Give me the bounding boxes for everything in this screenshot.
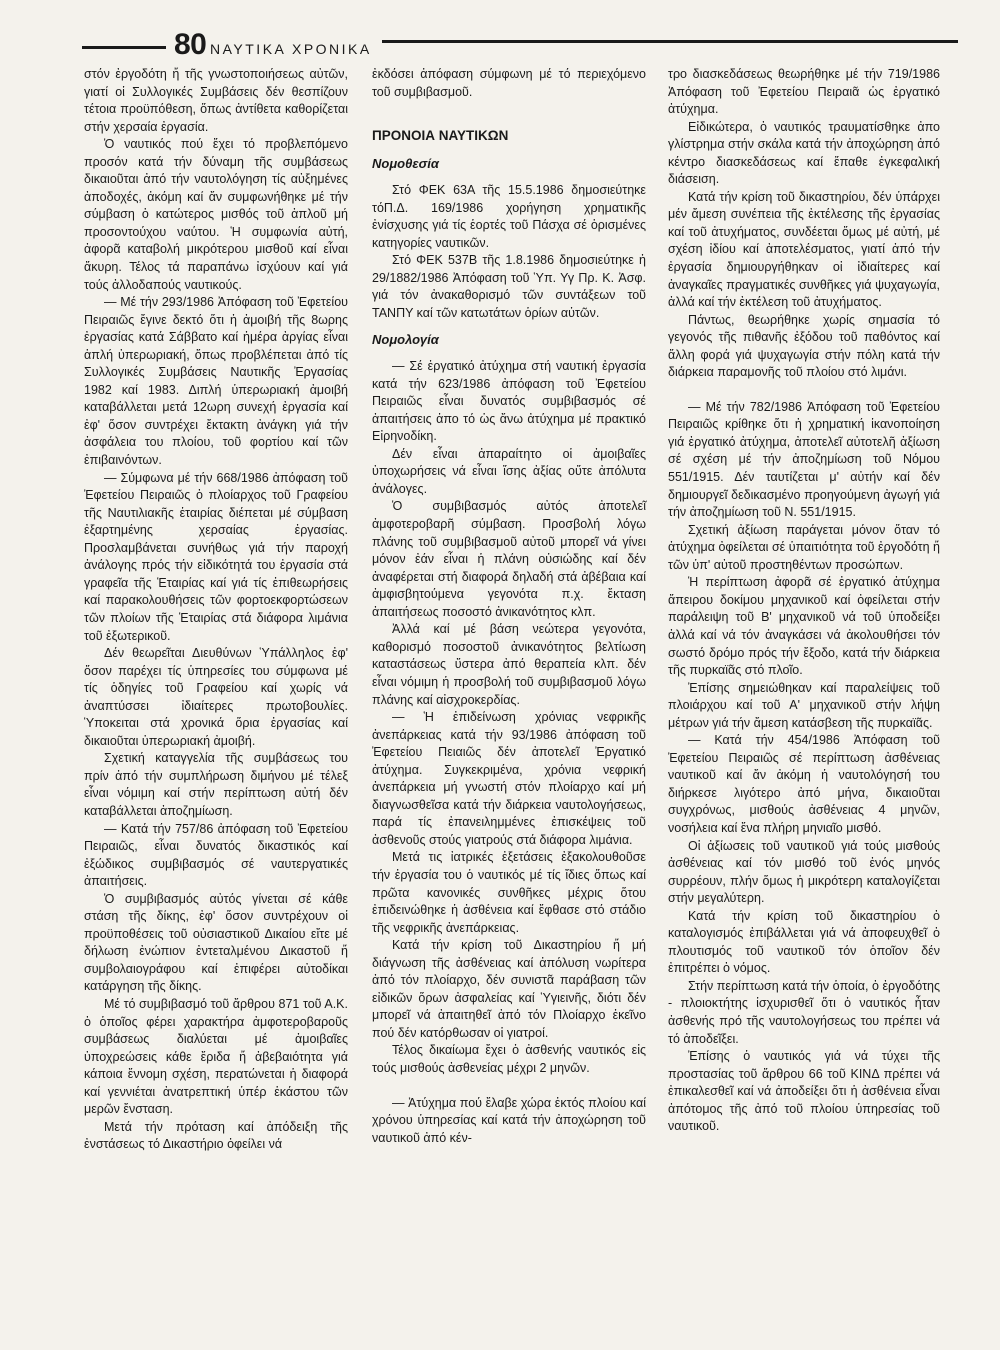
paragraph: Μέ τό συμβιβασμό τοῦ ἄρθρου 871 τοῦ Α.Κ. ὁ ὁποῖος φέρει χαρακτήρα ἀμφοτεροβαροῦς συμβάσεως διαλύεται μέ ἀμοιβαῖες ὑποχρεώσεις κάθε ἔριδα ἤ ἀβεβαιότητα γιά κάποια ἔννομη σχέση, περατώνεται ἡ διαφορά καί γεννιέται ἀνατρεπτική ὑπέρ ἑκάστου τῶν μερῶν ἔνσταση.	[84, 996, 348, 1117]
paragraph: ἐκδόσει ἀπόφαση σύμφωνη μέ τό περιεχόμενο τοῦ συμβιβασμοῦ.	[372, 67, 646, 99]
paragraph: Στήν περίπτωση κατά τήν ὁποία, ὁ ἐργοδότης - πλοιοκτήτης ἰσχυρισθεῖ ὅτι ὁ ναυτικός ἦταν ἀσθενής πρό τῆς ναυτολογήσεως του πρέπει νά τό ἀποδεῖξει.	[668, 978, 940, 1046]
header-rule-right	[382, 40, 958, 43]
paragraph: Κατά τήν κρίση τοῦ δικαστηρίου, δέν ὑπάρχει μέν ἄμεση συνέπεια τῆς ἐκτέλεσης τῆς ἐργασίας καί τοῦ ἀτυχήματος, συνδέεται ὅμως μέ αὐτή, μέ σχέση ἰδίου καί ἀποτελέσματος, γιατί ἀπό τήν ἐργασία δημιουργήθηκαν οἱ ἰδιαίτερες καί ἀναγκαῖες πραγματικές συνθῆκες γιά ψυχαγωγία, ἀλλά καί τήν ἐκτέλεση τοῦ ἀτυχήματος.	[668, 189, 940, 310]
paragraph: — Μέ τήν 293/1986 Ἀπόφαση τοῦ Ἐφετείου Πειραιῶς ἔγινε δεκτό ὅτι ἡ ἀμοιβή τῆς 8ωρης ἐργασίας κατά Σάββατο καί ἡμέρα ἀργίας εἶναι ἁπλή ὑπερωριακή, ὅπως προβλέπεται ἀπό τίς Συλλογικές Συμβάσεις Ναυτικῆς Ἐργασίας 1982 καί 1983. Διπλή ὑπερωριακή ἀμοιβή καταβάλλεται μετά 12ωρη συνεχή ἐργασία καί ἐφ' ὅσον συντρέχει ἔκτακτη ἀνάγκη γιά τήν ἀσφάλεια του πλοίου, τοῦ φορτίου καί τῶν ἐπιβαινόντων.	[84, 295, 348, 468]
section-title: ΠΡΟΝΟΙΑ ΝΑΥΤΙΚΩΝ	[372, 128, 509, 144]
page-header	[82, 30, 958, 70]
paragraph: — Κατά τήν 454/1986 Ἀπόφαση τοῦ Ἐφετείου Πειραιῶς σέ περίπτωση ἀσθένειας ναυτικοῦ καί ἄν ἀκόμη ἡ ναυτολόγησή του διήρκεσε λιγότερο ἀπό μήνα, δικαιοῦται συγχρόνως, μισθούς ἀσθένειας 4 μηνῶν, νοσήλεια καί ἕνα πλήρη μηνιαῖο μισθό.	[668, 733, 940, 835]
paragraph: Μετά τήν πρόταση καί ἀπόδειξη τῆς ἐνστάσεως τό Δικαστήριο ὀφείλει νά	[84, 1119, 348, 1152]
paragraph: Ὁ συμβιβασμός αὐτός γίνεται σέ κάθε στάση τῆς δίκης, ἐφ' ὅσον συντρέχουν οἱ προϋποθέσεις τοῦ οὐσιαστικοῦ Δικαίου εἴτε μέ δήλωση ἐνώπιον ἐντεταλμένου Δικαστοῦ ἤ συμβολαιογράφου καί ἐπιφέρει αὐτοδίκαι κατάργηση τῆς δίκης.	[84, 891, 348, 994]
paragraph: τρο διασκεδάσεως θεωρήθηκε μέ τήν 719/1986 Ἀπόφαση τοῦ Ἐφετείου Πειραιᾶ ὡς ἐργατικό ἀτύχημα.	[668, 67, 940, 117]
paragraph: Κατά τήν κρίση τοῦ Δικαστηρίου ἤ μή διάγνωση τῆς ἀσθένειας καί ἀπόλυση νωρίτερα ἀπό τόν πλοίαρχο, δέν συνιστᾶ παράβαση τῶν εἰδικῶν ὅρων ἀσφαλείας καί Ὑγιεινῆς, διότι δέν μπορεῖ νά ἀπαιτηθεῖ ἀπό τόν Πλοίαρχο ἐκεῖνο πού δέν κατόρθωσαν οἱ γιατροί.	[372, 938, 646, 1040]
paragraph: Τέλος δικαίωμα ἔχει ὁ ἀσθενής ναυτικός εἰς τούς μισθούς ἀσθενείας μέχρι 2 μηνῶν.	[372, 1043, 646, 1075]
paragraph: Στό ΦΕΚ 63Α τῆς 15.5.1986 δημοσιεύτηκε τόΠ.Δ. 169/1986 χορήγηση χρηματικῆς ἐνίσχυσης γιά τίς ἑορτές τοῦ Πάσχα σέ ὁρισμένες κατηγορίες ναυτικῶν.	[372, 183, 646, 250]
paragraph: Ἀλλά καί μέ βάση νεώτερα γεγονότα, καθορισμό ποσοστοῦ ἀνικανότητος βελτίωση καταστάσεως ὕστερα ἀπό θεραπεία κλπ. δέν εἶναι νόμιμη ἡ προσβολή τοῦ συμβιβασμοῦ λόγω πλάνης καί αἰσχροκερδίας.	[372, 622, 646, 707]
paragraph: Δέν θεωρεῖται Διευθύνων Ὑπάλληλος ἐφ' ὅσον παρέχει τίς ὑπηρεσίες του σύμφωνα μέ τίς ὁδηγίες τοῦ Γραφείου καί χωρίς νά ἀναπτύσσει ἰδιαίτερες πρωτοβουλίες. Ὑποκειται στά χρονικά ὅρια ἐργασίας καί δικαιοῦται ὑπερωριακή ἀμοιβή.	[84, 646, 348, 748]
paragraph: Ἡ περίπτωση ἀφορᾶ σέ ἐργατικό ἀτύχημα ἄπειρου δοκίμου μηχανικοῦ καί ὀφείλεται στήν παράλειψη τοῦ Β' μηχανικοῦ νά τοῦ ὑποδείξει ἀλλά καί νά τόν ἀναγκάσει νά ἀκολουθήσει τόν σωστό δρόμο πρός τήν ἔξοδο, κατά τήν διάρκεια τῆς πυρκαϊᾶς στό πλοῖο.	[668, 575, 940, 678]
magazine-title: ΝΑΥΤΙΚΑ ΧΡΟΝΙΚΑ	[210, 41, 372, 57]
paragraph: στόν ἐργοδότη ἤ τῆς γνωστοποιήσεως αὐτῶν, γιατί οἱ Συλλογικές Συμβάσεις δέν θεσπίζουν τέτοια προϋπόθεση, ὅπως ἀντίθετα καθορίζεται στήν χερσαία ἐργασία.	[84, 67, 348, 134]
paragraph: — Σέ ἐργατικό ἀτύχημα στή ναυτική ἐργασία κατά τήν 623/1986 ἀπόφαση τοῦ Ἐφετείου Πειραιῶς εἶναι δυνατός συμβιβασμός σέ ἀπαιτήσεις ἀπο τό ὡς ἄνω ἀτύχημα μέ πρακτικό Εἰρηνοδίκη.	[372, 359, 646, 444]
paragraph: Μετά τις ἰατρικές ἐξετάσεις ἐξακολουθοῦσε τήν ἐργασία του ὁ ναυτικός μέ τίς ἴδιες ὅπως καί πρῶτα κανονικές συνθῆκες μέχρις ὅτου ἐπιδεινώθηκε ἡ ἀσθένεια καί ἔφθασε στό στάδιο τῆς νεφρικῆς ἀνεπάρκειας.	[372, 850, 646, 935]
paragraph: Κατά τήν κρίση τοῦ δικαστηρίου ὁ καταλογισμός ἐπιβάλλεται γιά νά ἀποφευχθεῖ ὁ πλουτισμός τοῦ ναυτικοῦ τόν ὁποῖον δέν ἐπιτρέπει ὁ νόμος.	[668, 908, 940, 976]
subsection-title-nomothesia: Νομοθεσία	[372, 155, 439, 171]
paragraph: — Ἡ ἐπιδείνωση χρόνιας νεφρικῆς ἀνεπάρκειας κατά τήν 93/1986 ἀπόφαση τοῦ Ἐφετείου Πειαιῶς δέν ἀποτελεῖ Ἐργατικό ἀτύχημα. Συγκεκριμένα, χρόνια νεφρική ἀνεπάρκεια μή γνωστή στόν πλοίαρχο καί μή διαγνωσθεῖσα κατά τήν διάρκεια ναυτολογήσεως, παρά τίς ἐπανειλημμένες ἐπισκέψεις τοῦ ἀσθενοῦς στούς γιατρούς στά διάφορα λιμάνια.	[372, 710, 646, 847]
paragraph: Δέν εἶναι ἀπαραίτητο οἱ ἀμοιβαῖες ὑποχωρήσεις νά εἶναι ἴσης ἀξίας οὔτε ἀπόλυτα ἀνάλογες.	[372, 446, 646, 496]
paragraph: Ὁ συμβιβασμός αὐτός ἀποτελεῖ ἀμφοτεροβαρῆ σύμβαση. Προσβολή λόγω πλάνης τοῦ συμβιβασμοῦ αὐτοῦ μπορεῖ νά γίνει μόνον ἐάν εἶναι ἡ πλάνη οὐσιώδης καί δέν ἀναφέρεται στή διαφορά δηλαδή στά ἀβέβαια καί ἀμφισβητούμενα γεγονότα π.χ. ἔκταση ἀπαιτήσεως ποσοστό ἀνικανότητος κλπ.	[372, 499, 646, 619]
paragraph: — Ἀτύχημα πού ἔλαβε χώρα ἐκτός πλοίου καί χρόνου ὑπηρεσίας καί κατά τήν ἀποχώρηση τοῦ ναυτικοῦ ἀπό κέν-	[372, 1095, 646, 1145]
column-1	[84, 66, 348, 1154]
page-number: 80	[174, 28, 207, 61]
paragraph: — Κατά τήν 757/86 ἀπόφαση τοῦ Ἐφετείου Πειραιῶς, εἶναι δυνατός δικαστικός καί ἐξώδικος συμβιβασμός σέ ναυτεργατικές ἀπαιτήσεις.	[84, 821, 348, 889]
header-rule-left	[82, 46, 166, 49]
paragraph: — Σύμφωνα μέ τήν 668/1986 ἀπόφαση τοῦ Ἐφετείου Πειραιῶς ὁ πλοίαρχος τοῦ Γραφείου τῆς Ναυτιλιακῆς ἑταιρίας διέπεται μέ σύμβαση ἐξαρτημένης χερσαίας ἐργασίας. Προσλαμβάνεται συνήθως γιά τήν παροχή ἀνάλογης πρός τήν εἰδικότητά του ἐργασία στά γραφεῖα τῆς Ἑταιρίας καί γιά τίς ἐπιθεωρήσεις καί παρακολουθήσεις τῶν φορτοεκφορτώσεων τῶν πλοίων τῆς Ἑταιρίας στά διάφορα λιμάνια τοῦ ἐξωτερικοῦ.	[84, 470, 348, 643]
paragraph: Ἐπίσης ὁ ναυτικός γιά νά τύχει τῆς προστασίας τοῦ ἄρθρου 66 τοῦ ΚΙΝΔ πρέπει νά ἐπικαλεσθεῖ καί νά ἀποδείξει ὅτι ἡ ἀσθένεια εἶναι ἀπότομος τῆς ἀπό τοῦ πλοίου ὑπηρεσίας τοῦ ναυτικοῦ.	[668, 1049, 940, 1134]
column-2	[372, 66, 646, 1147]
paragraph: Εἰδικώτερα, ὁ ναυτικός τραυματίσθηκε ἀπο γλίστρημα στήν σκάλα κατά τήν ἀποχώρηση ἀπό κέντρο διασκεδάσεως καί ἔπαθε ἐγκεφαλική διάσειση.	[668, 119, 940, 187]
paragraph: Ἐπίσης σημειώθηκαν καί παραλείψεις τοῦ πλοιάρχου καί τοῦ Α' μηχανικοῦ στήν λήψη μέτρων γιά τήν ἄμεση κατάσβεση τῆς πυρκαϊᾶς.	[668, 680, 940, 730]
paragraph: Σχετική ἀξίωση παράγεται μόνον ὅταν τό ἀτύχημα ὀφείλεται σέ ὑπαιτιότητα τοῦ ἐργοδότη ἤ τῶν ὑπ' αὐτοῦ προστηθέντων προσώπων.	[668, 522, 940, 572]
paragraph: Στό ΦΕΚ 537Β τῆς 1.8.1986 δημοσιεύτηκε ἡ 29/1882/1986 Ἀπόφαση τοῦ Ὑπ. Υγ Πρ. Κ. Ἀσφ. γιά τόν ἀνακαθορισμό τῶν συντάξεων τοῦ ΤΑΝΠΥ καί τῶν κατωτάτων ὁρίων αὐτῶν.	[372, 253, 646, 321]
subsection-title-nomologia: Νομολογία	[372, 331, 439, 347]
paragraph: Πάντως, θεωρήθηκε χωρίς σημασία τό γεγονός τῆς πιθανῆς ἐξόδου τοῦ παθόντος καί ἄλλη φορά γιά ψυχαγωγία στήν πόλη κατά τήν διάρκεια παραμονῆς τοῦ πλοίου στό λιμάνι.	[668, 312, 940, 380]
paragraph: Σχετική καταγγελία τῆς συμβάσεως του πρίν ἀπό τήν συμπλήρωση διμήνου μέ τέλεξ εἶναι νόμιμη καί στήν περίπτωση αὐτή δέν καταβάλλεται ἀποζημίωση.	[84, 751, 348, 818]
paragraph: Οἱ ἀξίωσεις τοῦ ναυτικοῦ γιά τούς μισθούς ἀσθένειας καί τόν μισθό τοῦ ἑνός μηνός συρρέουν, πλήν ὅμως ἡ μικρότερη καταλογίζεται στήν μεγαλύτερη.	[668, 838, 940, 906]
paragraph: — Μέ τήν 782/1986 Ἀπόφαση τοῦ Ἐφετείου Πειραιῶς κρίθηκε ὅτι ἡ χρηματική ἱκανοποίηση γιά ἐργατικό ἀτύχημα, ἀποτελεῖ αὐτοτελῆ ἀξίωση σέ σχέση μέ τήν ἀποζημίωση τοῦ Νόμου 551/1915. Δέν ταυτίζεται μ' αὐτήν καί δέν δημιουργεῖ δεδικασμένο προηγούμενη ἀγωγή γιά τήν ἀποζημίωση τοῦ Ν. 551/1915.	[668, 399, 940, 520]
paragraph: Ὁ ναυτικός πού ἔχει τό προβλεπόμενο προσόν κατά τήν δύναμη τῆς συμβάσεως δικαιοῦται ἀπό τήν ναυτολόγηση τίς αὐξημένες ἀποδοχές, ἀκόμη καί ἄν συμφωνήθηκε μέ τήν σύμβαση ὁ κατώτερος μισθός τοῦ ἁπλοῦ μή προσοντούχου ναύτου. Ἡ συμφωνία αὐτή, ἀφορᾶ καταβολή μικρότερου μισθοῦ καί εἶναι ἄκυρη. Τέλος τά παραπάνω ἰσχύουν καί γιά τούς ἀλλοδαπούς ναυτικούς.	[84, 137, 348, 292]
column-3	[668, 66, 940, 1136]
